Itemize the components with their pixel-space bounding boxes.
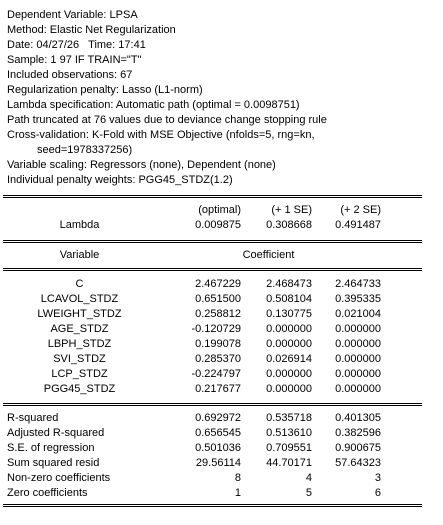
coefficient-row — [3, 292, 422, 307]
divider-bottom-1 — [3, 504, 422, 505]
divider-top-2 — [3, 197, 422, 198]
coefficient-row-value-plus-2-se: 0.000000 — [335, 353, 381, 365]
coefficient-row-label: PGG45_STDZ — [43, 383, 116, 395]
statistic-row-value-plus-2-se: 6 — [374, 487, 381, 499]
header-sample: Sample: 1 97 IF TRAIN="T" — [7, 54, 142, 66]
coefficient-table — [3, 277, 422, 397]
coefficient-header — [3, 248, 422, 263]
coefficient-row-value-plus-1-se: 0.000000 — [266, 323, 312, 335]
coefficient-row-value-plus-2-se: 0.000000 — [335, 323, 381, 335]
header-variable-scaling: Variable scaling: Regressors (none), Dependent (none) — [7, 159, 276, 171]
statistic-row — [3, 456, 422, 471]
statistic-row-value-plus-2-se: 0.382596 — [335, 427, 381, 439]
coefficient-row-value-plus-2-se: 2.464733 — [335, 278, 381, 290]
coefficient-row-value-plus-1-se: 2.468473 — [266, 278, 312, 290]
divider-lambda-2 — [3, 242, 422, 243]
statistic-row-label: Non-zero coefficients — [7, 472, 111, 484]
statistic-row-label: Adjusted R-squared — [7, 427, 105, 439]
lambda-plus-2-se: 0.491487 — [335, 219, 381, 231]
coefficient-header-row — [3, 248, 422, 263]
lambda-block — [3, 203, 422, 233]
coefficient-row-label: LWEIGHT_STDZ — [37, 308, 122, 320]
header-method: Method: Elastic Net Regularization — [7, 24, 176, 36]
header-included-observations: Included observations: 67 — [7, 69, 133, 81]
coefficient-row-value-optimal: 2.467229 — [195, 278, 241, 290]
coefficient-row-value-optimal: -0.224797 — [191, 368, 241, 380]
statistic-row — [3, 426, 422, 441]
statistic-row-value-plus-1-se: 0.513610 — [266, 427, 312, 439]
statistic-row-value-optimal: 0.656545 — [195, 427, 241, 439]
lambda-plus-1-se: 0.308668 — [266, 219, 312, 231]
divider-stats-2 — [3, 405, 422, 406]
statistic-row-label: Zero coefficients — [7, 487, 88, 499]
statistic-row — [3, 441, 422, 456]
coefficient-row-value-plus-1-se: 0.000000 — [266, 368, 312, 380]
coefficient-row-label: LBPH_STDZ — [47, 338, 112, 350]
coefficient-row-value-plus-2-se: 0.000000 — [335, 383, 381, 395]
divider-bottom-2 — [3, 506, 422, 507]
divider-coef-1 — [3, 268, 422, 269]
statistic-row — [3, 411, 422, 426]
statistic-row-value-plus-2-se: 57.64323 — [335, 457, 381, 469]
coefficient-row-value-plus-2-se: 0.395335 — [335, 293, 381, 305]
lambda-label: Lambda — [59, 219, 100, 231]
coefficient-row — [3, 307, 422, 322]
col-header-plus-1-se: (+ 1 SE) — [271, 204, 312, 216]
coefficient-row — [3, 337, 422, 352]
statistic-row-value-plus-2-se: 0.900675 — [335, 442, 381, 454]
statistic-row-value-optimal: 0.692972 — [195, 412, 241, 424]
header-penalty-weights: Individual penalty weights: PGG45_STDZ(1.2) — [7, 174, 233, 186]
variable-header: Variable — [59, 249, 100, 261]
statistic-row-value-plus-1-se: 0.709551 — [266, 442, 312, 454]
coefficient-row-value-plus-1-se: 0.130775 — [266, 308, 312, 320]
coefficient-row-value-plus-2-se: 0.000000 — [335, 368, 381, 380]
header-cross-validation: Cross-validation: K-Fold with MSE Objective (nfolds=5, rng=kn, — [7, 129, 315, 141]
statistics-table — [3, 411, 422, 501]
lambda-column-headers — [3, 203, 422, 218]
coefficient-row — [3, 322, 422, 337]
coefficient-row-value-plus-2-se: 0.000000 — [335, 338, 381, 350]
statistic-row-value-optimal: 0.501036 — [195, 442, 241, 454]
coefficient-header-label: Coefficient — [242, 249, 295, 261]
coefficient-row-value-optimal: 0.199078 — [195, 338, 241, 350]
header-path-truncated: Path truncated at 76 values due to deviance change stopping rule — [7, 114, 327, 126]
divider-top-1 — [3, 195, 422, 196]
statistic-row-value-plus-1-se: 44.70171 — [266, 457, 312, 469]
lambda-row — [3, 218, 422, 233]
statistic-row-value-optimal: 8 — [234, 472, 241, 484]
coefficient-row-value-plus-1-se: 0.000000 — [266, 383, 312, 395]
header-date-time: Date: 04/27/26 Time: 17:41 — [7, 39, 146, 51]
divider-stats-1 — [3, 403, 422, 404]
statistic-row — [3, 486, 422, 501]
header-dependent-variable: Dependent Variable: LPSA — [7, 9, 138, 21]
header-regularization-penalty: Regularization penalty: Lasso (L1-norm) — [7, 84, 203, 96]
header-cross-validation-seed: seed=1978337256) — [37, 144, 133, 156]
divider-coef-2 — [3, 270, 422, 271]
coefficient-row-label: SVI_STDZ — [53, 353, 106, 365]
statistic-row-label: Sum squared resid — [7, 457, 100, 469]
lambda-optimal: 0.009875 — [195, 219, 241, 231]
coefficient-row-label: C — [75, 278, 84, 290]
coefficient-row — [3, 277, 422, 292]
statistic-row-value-plus-2-se: 3 — [374, 472, 381, 484]
statistic-row-value-plus-1-se: 5 — [305, 487, 312, 499]
statistic-row-value-plus-1-se: 0.535718 — [266, 412, 312, 424]
statistic-row-value-optimal: 1 — [234, 487, 241, 499]
statistic-row-value-optimal: 29.56114 — [195, 457, 241, 469]
statistic-row-value-plus-1-se: 4 — [305, 472, 312, 484]
divider-lambda-1 — [3, 240, 422, 241]
coefficient-row-value-plus-1-se: 0.000000 — [266, 338, 312, 350]
col-header-plus-2-se: (+ 2 SE) — [340, 204, 381, 216]
coefficient-row — [3, 352, 422, 367]
coefficient-row-value-plus-1-se: 0.508104 — [266, 293, 312, 305]
coefficient-row-value-optimal: 0.651500 — [195, 293, 241, 305]
coefficient-row-value-optimal: 0.217677 — [195, 383, 241, 395]
coefficient-row-label: LCP_STDZ — [51, 368, 108, 380]
coefficient-row-label: AGE_STDZ — [50, 323, 109, 335]
coefficient-row-value-plus-2-se: 0.021004 — [335, 308, 381, 320]
statistic-row — [3, 471, 422, 486]
coefficient-row-value-plus-1-se: 0.026914 — [266, 353, 312, 365]
estimation-header — [7, 8, 427, 188]
coefficient-row — [3, 382, 422, 397]
coefficient-row — [3, 367, 422, 382]
statistic-row-label: R-squared — [7, 412, 59, 424]
col-header-optimal: (optimal) — [198, 204, 241, 216]
coefficient-row-value-optimal: -0.120729 — [191, 323, 241, 335]
coefficient-row-value-optimal: 0.258812 — [195, 308, 241, 320]
statistic-row-label: S.E. of regression — [7, 442, 95, 454]
coefficient-row-value-optimal: 0.285370 — [195, 353, 241, 365]
statistic-row-value-plus-2-se: 0.401305 — [335, 412, 381, 424]
header-lambda-specification: Lambda specification: Automatic path (optimal = 0.0098751) — [7, 99, 300, 111]
coefficient-row-label: LCAVOL_STDZ — [40, 293, 119, 305]
